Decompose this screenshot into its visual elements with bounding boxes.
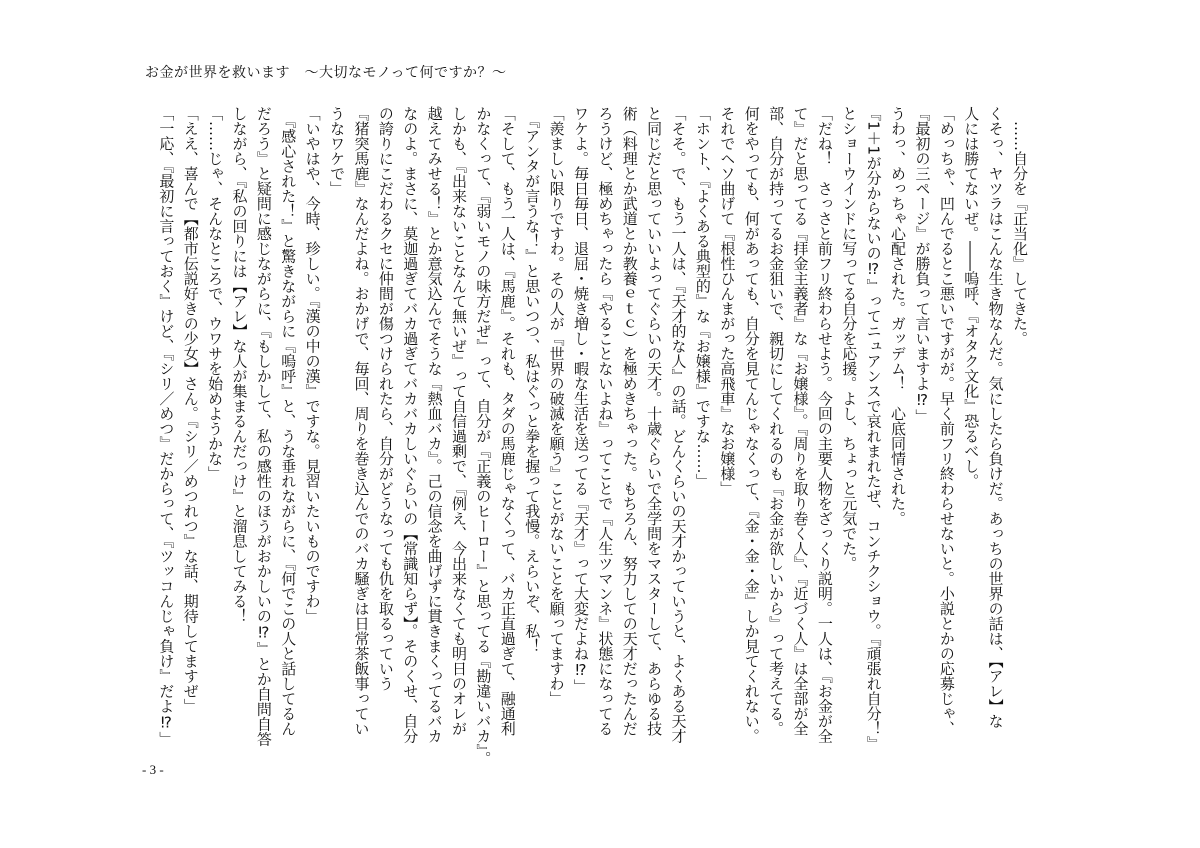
text-line: の誇りにこだわるクセに仲間が傷つけられたら、自分がどうなっても仇を取るっていう (376, 106, 395, 691)
text-line: 「いやはや、今時、珍しい。『漢の中の漢』ですな。見習いたいものですわ」 (303, 106, 322, 624)
text-line: 『アンタが言うな！』と思いつつ、私はぐっと拳を握って我慢。えらいぞ、私！ (523, 106, 542, 654)
text-line: 「だね！ さっさと前フリ終わらせよう。今回の主要人物をざっくり説明。一人は、『お金が全 (815, 106, 834, 744)
text-line: ろうけど、極めちゃったら『やることないよね』ってことで『人生ツマンネ』状態になってる (596, 106, 615, 736)
text-line: 越えてみせる！』とか意気込んでそうな『熱血バカ』。己の信念を曲げずに貫きまくってるバカ (425, 106, 444, 744)
text-line: それでヘソ曲げて『根性ひんまがった高飛車』なお嬢様」 (718, 106, 737, 496)
page-header-title: お金が世界を救います ～大切なモノって何ですか？～ (145, 65, 507, 81)
text-line: ワケよ。毎日毎日、退屈・焼き増し・暇な生活を送ってる『天才』って大変だよね⁉」 (571, 106, 590, 694)
text-line: 人には勝てないぜ。――嗚呼、『オタク文化』恐るべし。 (962, 106, 981, 489)
text-line: 「ええ、喜んで【都市伝説好きの少女】さん。『シリ／めつれつ』な話、期待してますぜ」 (181, 106, 200, 714)
text-line: くそっ、ヤツラはこんな生き物なんだ。気にしたら負けだ。あっちの世界の話は、【アレ】な (986, 106, 1005, 729)
text-line: 『最初の三ページ』が勝負って言いますよ⁉」 (913, 106, 932, 424)
text-line: ……自分を『正当化』してきた。 (1011, 106, 1029, 346)
text-line: 術（料理とか武道とか教養ｅｔｃ）を極めきちゃった。もちろん、努力しての天才だったんだ (620, 106, 639, 736)
text-line: 「羨ましい限りですわ。その人が『世界の破滅を願う』ことがないことを願ってますわ」 (547, 106, 566, 706)
text-line: 「……じゃ、そんなところで、ウワサを始めようかな」 (206, 106, 225, 481)
text-line: 『猪突馬鹿』なんだよね。おかげで、毎回、周りを巻き込んでのバカ騒ぎは日常茶飯事ってい (352, 106, 371, 736)
text-line: だろう』と疑問に感じながらに、『もしかして、私の感性のほうがおかしいの⁉』とか自問自答 (254, 106, 273, 747)
text-line: かなくって、『弱いモノの味方だぜ』って、自分が『正義のヒーロー』と思ってる『勘違いバカ』。 (474, 106, 493, 766)
page-number: - 3 - (142, 762, 164, 777)
text-line: うわっ、めっちゃ心配された。ガッデム！ 心底同情された。 (889, 106, 908, 526)
text-line: 「めっちゃ、凹んでるとこ悪いですがが。早く前フリ終わらせないと。小説とかの応募じゃ、 (937, 106, 956, 736)
text-line: 「そそ。で、もう一人は、『天才的な人』の話。どんくらいの天才かっていうと、よくある天才 (669, 106, 688, 744)
text-line: 何をやっても、何があっても、自分を見てんじゃなくって、『金・金・金』しか見てくれない。 (742, 106, 761, 744)
text-line: うなワケで」 (328, 106, 347, 196)
text-line: 「ホント、『よくある典型的』な『お嬢様』ですな……」 (693, 106, 712, 489)
text-line: しながら、『私の回りには【アレ】な人が集まるんだっけ』と溜息してみる！ (230, 106, 249, 624)
text-line: とショーウインドに写ってる自分を応援。よし、ちょっと元気でた。 (840, 106, 859, 571)
text-line: しかも、『出来ないことなんて無いぜ』って自信過剰で、『例え、今出来なくても明日のオレが (450, 106, 469, 736)
vertical-text-body (154, 106, 1032, 766)
text-line: 「一応、『最初に言っておく』けど、『シリ／めつ』だからって、『ツッコんじゃ負け』だよ⁉」 (157, 106, 176, 747)
text-line: て』だと思ってる『拝金主義者』な『お嬢様』。『周りを取り巻く人』、『近づく人』は全部が全 (791, 106, 810, 736)
text-line: 部、自分が持ってるお金狙いで、親切にしてくれるのも『お金が欲しいから』って考えてる。 (767, 106, 786, 736)
text-line: 『1＋1が分からないの⁉』ってニュアンスで哀れまれたぜ、コンチクショウ。『頑張れ自分！』 (864, 106, 883, 751)
text-line: と同じだと思っていいよってぐらいの天才。十歳ぐらいで全学問をマスターして、あらゆる技 (645, 106, 664, 736)
text-line: 『感心された！』と驚きながらに『嗚呼』と、うな垂れながらに、『何でこの人と話してるん (279, 106, 298, 736)
text-line: なのよ。まさに、莫迦過ぎてバカ過ぎてバカバカしいぐらいの【常識知らず】。そのくせ、自分 (401, 106, 420, 744)
text-line: 「そして、もう一人は、『馬鹿』。それも、タダの馬鹿じゃなくって、バカ正直過ぎて、融通利 (498, 106, 517, 736)
